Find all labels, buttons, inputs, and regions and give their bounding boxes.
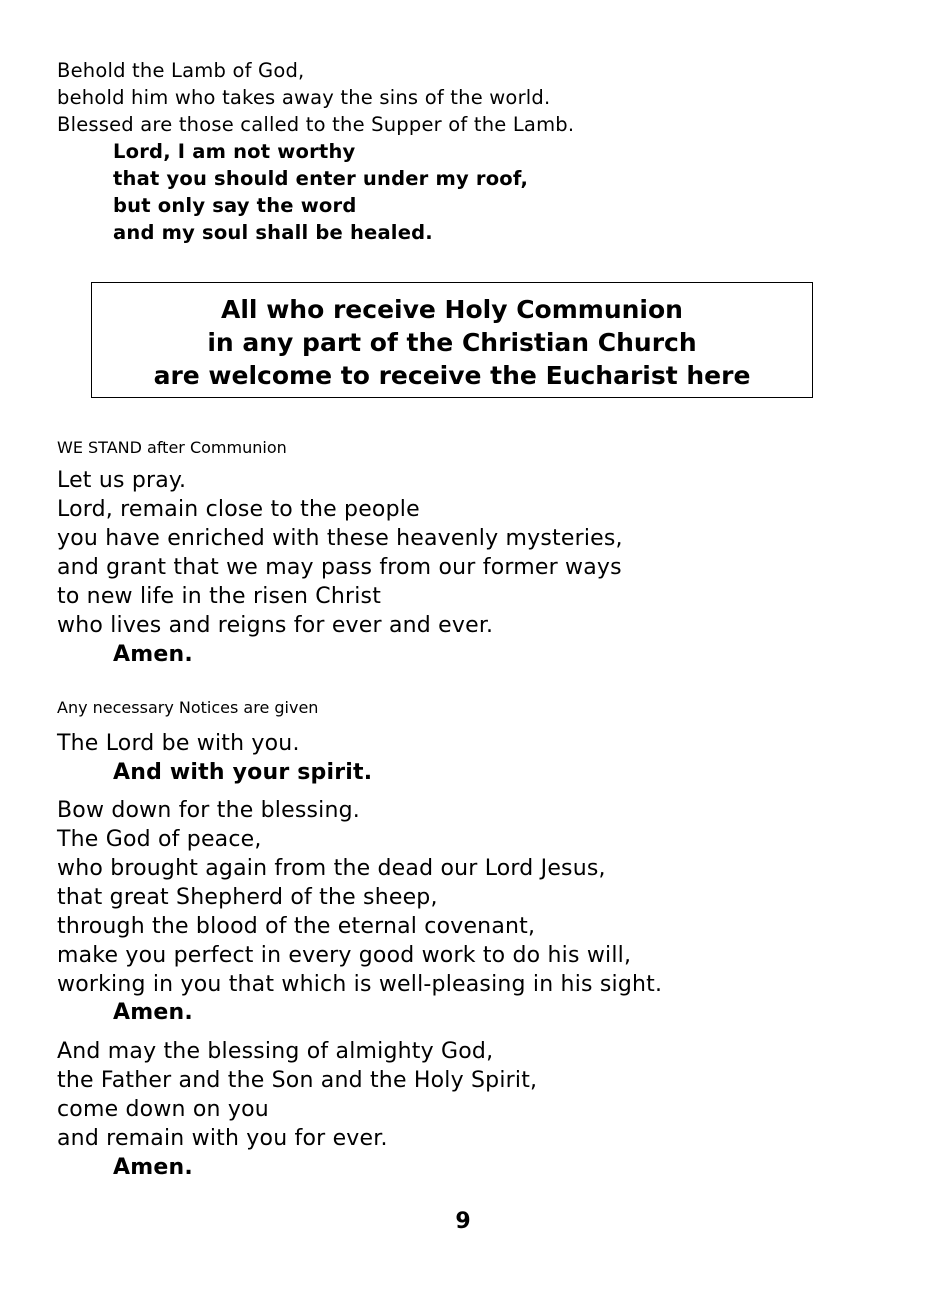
notice-line-3: are welcome to receive the Eucharist here bbox=[153, 361, 751, 390]
blessing-line-7: working in you that which is well-pleasing in his sight. bbox=[57, 972, 663, 997]
greeting-line: The Lord be with you. bbox=[57, 731, 300, 756]
agnus-dei-line-3: Blessed are those called to the Supper of the Lamb. bbox=[57, 113, 575, 136]
agnus-dei-response-2: that you should enter under my roof, bbox=[113, 167, 529, 190]
post-communion-amen: Amen. bbox=[113, 642, 193, 667]
agnus-dei-line-2: behold him who takes away the sins of the world. bbox=[57, 86, 551, 109]
agnus-dei-response-4: and my soul shall be healed. bbox=[113, 221, 433, 244]
notice-line-1: All who receive Holy Communion bbox=[221, 295, 683, 324]
blessing-line-5: through the blood of the eternal covenant, bbox=[57, 914, 536, 939]
blessing-line-2: The God of peace, bbox=[57, 827, 262, 852]
post-communion-line-2: Lord, remain close to the people bbox=[57, 497, 420, 522]
final-blessing-line-4: and remain with you for ever. bbox=[57, 1126, 388, 1151]
post-communion-line-6: who lives and reigns for ever and ever. bbox=[57, 613, 494, 638]
final-blessing-amen: Amen. bbox=[113, 1155, 193, 1180]
agnus-dei-response-3: but only say the word bbox=[113, 194, 357, 217]
post-communion-line-3: you have enriched with these heavenly mysteries, bbox=[57, 526, 623, 551]
post-communion-line-1: Let us pray. bbox=[57, 468, 187, 493]
greeting-response: And with your spirit. bbox=[113, 760, 373, 785]
agnus-dei-line-1: Behold the Lamb of God, bbox=[57, 59, 305, 82]
blessing-line-4: that great Shepherd of the sheep, bbox=[57, 885, 438, 910]
notices-rubric: Any necessary Notices are given bbox=[57, 698, 319, 717]
page-number: 9 bbox=[455, 1209, 471, 1234]
communion-notice-box bbox=[91, 282, 813, 398]
blessing-line-3: who brought again from the dead our Lord Jesus, bbox=[57, 856, 606, 881]
post-communion-line-5: to new life in the risen Christ bbox=[57, 584, 382, 609]
post-communion-rubric: WE STAND after Communion bbox=[57, 438, 287, 457]
blessing-amen: Amen. bbox=[113, 1000, 193, 1025]
blessing-line-6: make you perfect in every good work to do his will, bbox=[57, 943, 632, 968]
final-blessing-line-1: And may the blessing of almighty God, bbox=[57, 1039, 494, 1064]
agnus-dei-response-1: Lord, I am not worthy bbox=[113, 140, 356, 163]
final-blessing-line-3: come down on you bbox=[57, 1097, 269, 1122]
post-communion-line-4: and grant that we may pass from our former ways bbox=[57, 555, 622, 580]
notice-line-2: in any part of the Christian Church bbox=[207, 328, 697, 357]
blessing-line-1: Bow down for the blessing. bbox=[57, 798, 360, 823]
final-blessing-line-2: the Father and the Son and the Holy Spirit, bbox=[57, 1068, 538, 1093]
